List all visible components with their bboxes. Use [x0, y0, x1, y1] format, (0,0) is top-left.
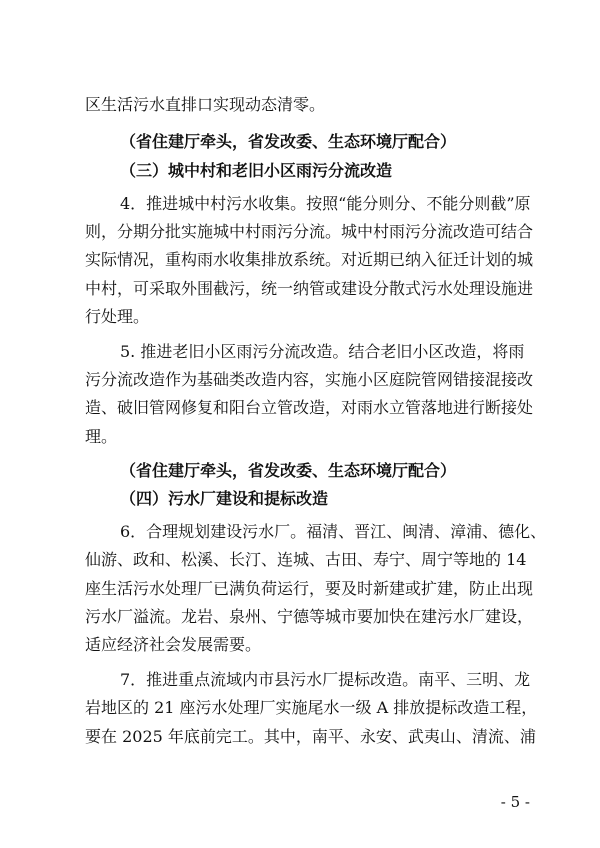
text-line	[0, 393, 600, 423]
text-line	[0, 602, 600, 632]
text-line	[0, 90, 600, 120]
text-line	[0, 422, 600, 452]
paragraph-line: 污分流改造作为基础类改造内容，实施小区庭院管网错接混接改	[85, 370, 534, 389]
text-line	[0, 722, 600, 752]
paragraph-line: 7．推进重点流域内市县污水厂提标改造。南平、三明、龙	[120, 670, 531, 689]
text-line	[0, 365, 600, 395]
page-number: - 5 -	[500, 793, 530, 811]
text-line	[0, 574, 600, 604]
paragraph-line: 造、破旧管网修复和阳台立管改造，对雨水立管落地进行断接处	[85, 398, 534, 417]
text-line	[0, 274, 600, 304]
paragraph-line: 则，分期分批实施城中村雨污分流。城中村雨污分流改造可结合	[85, 222, 534, 241]
text-line	[0, 302, 600, 332]
paragraph-line: 中村，可采取外围截污，统一纳管或建设分散式污水处理设施进	[85, 279, 534, 298]
text-line	[0, 484, 600, 514]
text-line	[0, 337, 600, 367]
paragraph-line: 适应经济社会发展需要。	[85, 635, 262, 654]
text-line	[0, 665, 600, 695]
paragraph-line: 仙游、政和、松溪、长汀、连城、古田、寿宁、周宁等地的 14	[85, 550, 527, 569]
text-line	[0, 456, 600, 486]
text-line	[0, 693, 600, 723]
responsibility-note: （省住建厅牵头，省发改委、生态环境厅配合）	[120, 461, 457, 480]
paragraph-line: 岩地区的 21 座污水处理厂实施尾水一级 A 排放提标改造工程，	[85, 698, 538, 717]
text-line	[0, 517, 600, 547]
paragraph-line: 理。	[85, 427, 118, 446]
text-line	[0, 217, 600, 247]
paragraph-continuation: 区生活污水直排口实现动态清零。	[85, 95, 326, 114]
text-line	[0, 156, 600, 186]
paragraph-line: 行处理。	[85, 307, 150, 326]
paragraph-line: 座生活污水处理厂已满负荷运行，要及时新建或扩建，防止出现	[85, 579, 534, 598]
text-line	[0, 245, 600, 275]
paragraph-line: 5. 推进老旧小区雨污分流改造。结合老旧小区改造，将雨	[120, 342, 525, 361]
text-line	[0, 189, 600, 219]
paragraph-line: 6．合理规划建设污水厂。福清、晋江、闽清、漳浦、德化、	[120, 522, 547, 541]
paragraph-line: 要在 2025 年底前完工。其中，南平、永安、武夷山、清流、浦	[85, 727, 536, 746]
text-line	[0, 630, 600, 660]
paragraph-line: 污水厂溢流。龙岩、泉州、宁德等城市要加快在建污水厂建设，	[85, 607, 534, 626]
text-line	[0, 545, 600, 575]
paragraph-line: 4．推进城中村污水收集。按照“能分则分、不能分则截”原	[120, 194, 531, 213]
section-heading-3: （三）城中村和老旧小区雨污分流改造	[120, 161, 393, 180]
section-heading-4: （四）污水厂建设和提标改造	[120, 489, 329, 508]
text-line	[0, 127, 600, 157]
paragraph-line: 实际情况，重构雨水收集排放系统。对近期已纳入征迁计划的城	[85, 250, 534, 269]
responsibility-note: （省住建厅牵头，省发改委、生态环境厅配合）	[120, 132, 457, 151]
